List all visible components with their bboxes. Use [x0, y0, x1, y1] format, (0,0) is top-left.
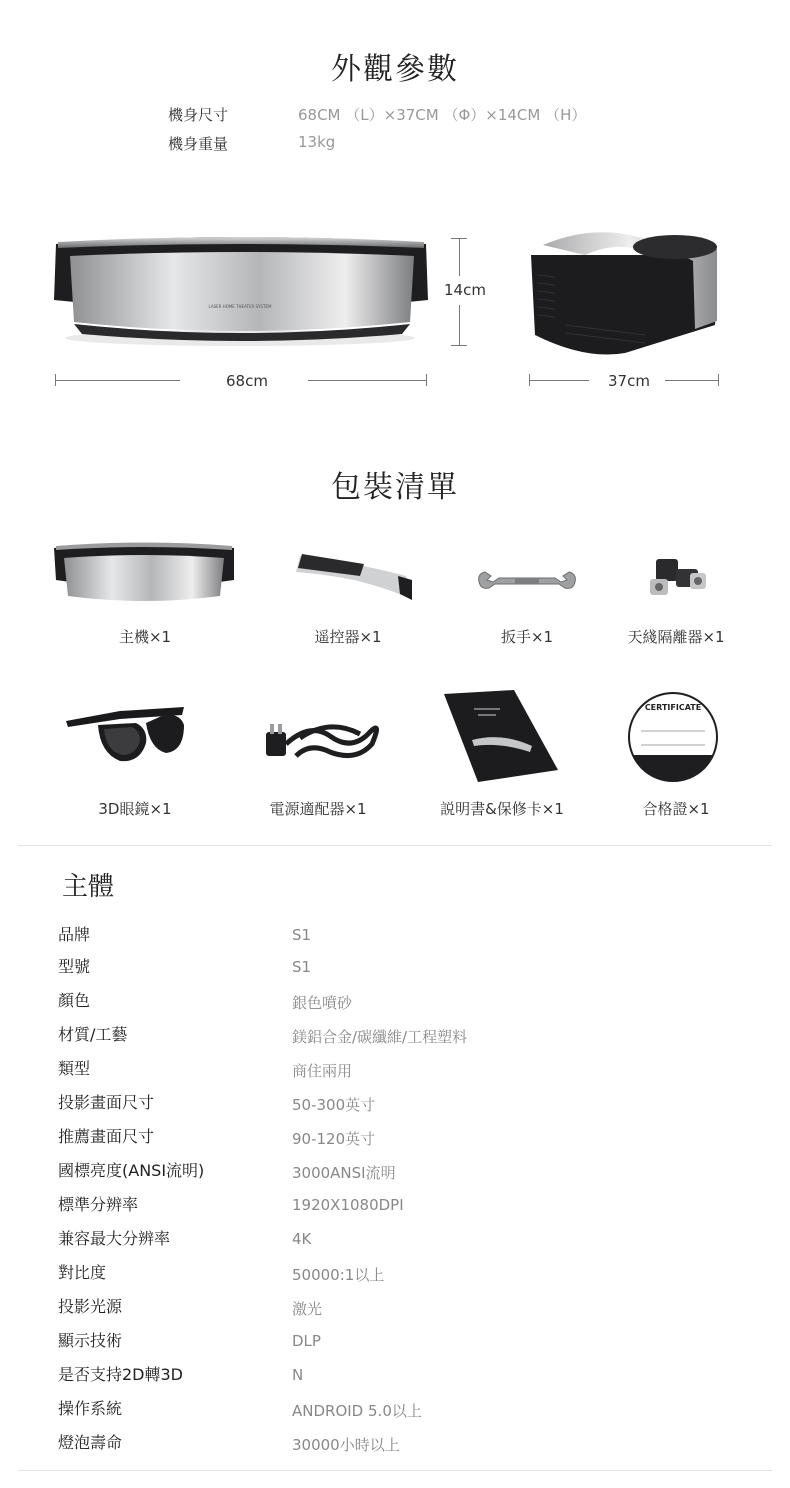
- spec-value: S1: [292, 958, 312, 976]
- spec-key: 國標亮度(ANSI流明): [58, 1161, 205, 1180]
- item-remote-label: 遥控器×1: [314, 628, 382, 646]
- spec-row: [58, 1396, 758, 1430]
- spec-title: 主體: [62, 872, 115, 902]
- svg-text:LASER HOME THEATER SYSTEM: LASER HOME THEATER SYSTEM: [208, 304, 272, 309]
- certificate-heading: CERTIFICATE: [644, 703, 702, 712]
- item-antenna-label: 天綫隔離器×1: [627, 628, 725, 646]
- package-title: 包裝清單: [331, 470, 459, 505]
- spec-value: 50000:1以上: [292, 1266, 385, 1284]
- height-line-bottom: [459, 305, 460, 345]
- spec-row: [58, 1362, 758, 1396]
- spec-key: 投影光源: [58, 1297, 123, 1316]
- spec-row: [58, 1328, 758, 1362]
- diameter-line-left: [529, 380, 589, 381]
- diameter-label: 37cm: [608, 372, 650, 390]
- spec-value: 銀色噴砂: [292, 994, 353, 1012]
- power-adapter-icon: [260, 712, 384, 768]
- size-value: 68CM （L）×37CM （Φ）×14CM （H）: [298, 106, 587, 124]
- spec-key: 類型: [58, 1059, 91, 1078]
- projector-rear-image: [525, 225, 725, 365]
- diameter-right-tick: [718, 374, 719, 386]
- length-line-right: [308, 380, 426, 381]
- spec-key: 操作系統: [58, 1399, 123, 1418]
- projector-icon: [52, 540, 238, 606]
- spec-value: S1: [292, 926, 312, 944]
- section-divider: [18, 845, 772, 846]
- projector-side-image: [40, 230, 440, 350]
- spec-value: ANDROID 5.0以上: [292, 1402, 422, 1420]
- item-wrench-label: 扳手×1: [500, 628, 554, 646]
- spec-value: 30000小時以上: [292, 1436, 400, 1454]
- spec-row: [58, 1260, 758, 1294]
- spec-row: [58, 922, 758, 956]
- 3d-glasses-icon: [60, 703, 188, 769]
- manual-icon: [442, 690, 560, 782]
- spec-row: [58, 954, 758, 988]
- spec-value: 3000ANSI流明: [292, 1164, 396, 1182]
- spec-row: [58, 1226, 758, 1260]
- spec-value: 激光: [292, 1300, 323, 1318]
- spec-key: 顯示技術: [58, 1331, 123, 1350]
- spec-row: [58, 1294, 758, 1328]
- item-certificate-label: 合格證×1: [642, 800, 710, 818]
- certificate-icon: [627, 691, 717, 781]
- spec-value: 商住兩用: [292, 1062, 353, 1080]
- spec-key: 投影畫面尺寸: [58, 1093, 155, 1112]
- size-label: 機身尺寸: [168, 106, 229, 124]
- spec-row: [58, 988, 758, 1022]
- spec-row: [58, 1192, 758, 1226]
- spec-value: 1920X1080DPI: [292, 1196, 404, 1214]
- spec-key: 燈泡壽命: [58, 1433, 123, 1452]
- spec-row: [58, 1022, 758, 1056]
- wrench-icon: [475, 566, 579, 596]
- spec-value: 90-120英寸: [292, 1130, 376, 1148]
- spec-key: 型號: [58, 957, 91, 976]
- weight-value: 13kg: [298, 133, 336, 151]
- item-projector-label: 主機×1: [118, 628, 172, 646]
- diameter-line-right: [665, 380, 718, 381]
- spec-key: 材質/工藝: [58, 1025, 128, 1044]
- height-line-top: [459, 238, 460, 276]
- spec-value: DLP: [292, 1332, 321, 1350]
- spec-key: 是否支持2D轉3D: [58, 1365, 184, 1384]
- item-3d-glasses-label: 3D眼鏡×1: [98, 800, 172, 818]
- spec-key: 兼容最大分辨率: [58, 1229, 171, 1248]
- item-power-adapter-label: 電源適配器×1: [269, 800, 367, 818]
- spec-key: 推薦畫面尺寸: [58, 1127, 155, 1146]
- spec-key: 標準分辨率: [58, 1195, 139, 1214]
- spec-value: 50-300英寸: [292, 1096, 376, 1114]
- spec-row: [58, 1090, 758, 1124]
- spec-row: [58, 1056, 758, 1090]
- height-label: 14cm: [444, 281, 486, 299]
- length-label: 68cm: [226, 372, 268, 390]
- length-line-left: [55, 380, 180, 381]
- appearance-title: 外觀參數: [331, 52, 459, 87]
- spec-row: [58, 1430, 758, 1464]
- spec-key: 顏色: [58, 991, 91, 1010]
- spec-row: [58, 1124, 758, 1158]
- spec-value: 4K: [292, 1230, 312, 1248]
- weight-label: 機身重量: [168, 135, 229, 153]
- length-right-tick: [426, 374, 427, 386]
- spec-key: 品牌: [58, 925, 91, 944]
- spec-row: [58, 1158, 758, 1192]
- spec-value: 鎂鋁合金/碳纖維/工程塑料: [292, 1028, 468, 1046]
- spec-key: 對比度: [58, 1263, 107, 1282]
- height-bottom-tick: [451, 345, 467, 346]
- antenna-isolator-icon: [646, 555, 710, 599]
- spec-value: N: [292, 1366, 304, 1384]
- bottom-divider: [18, 1470, 772, 1471]
- item-manual-label: 説明書&保修卡×1: [440, 800, 564, 818]
- remote-icon: [294, 550, 414, 604]
